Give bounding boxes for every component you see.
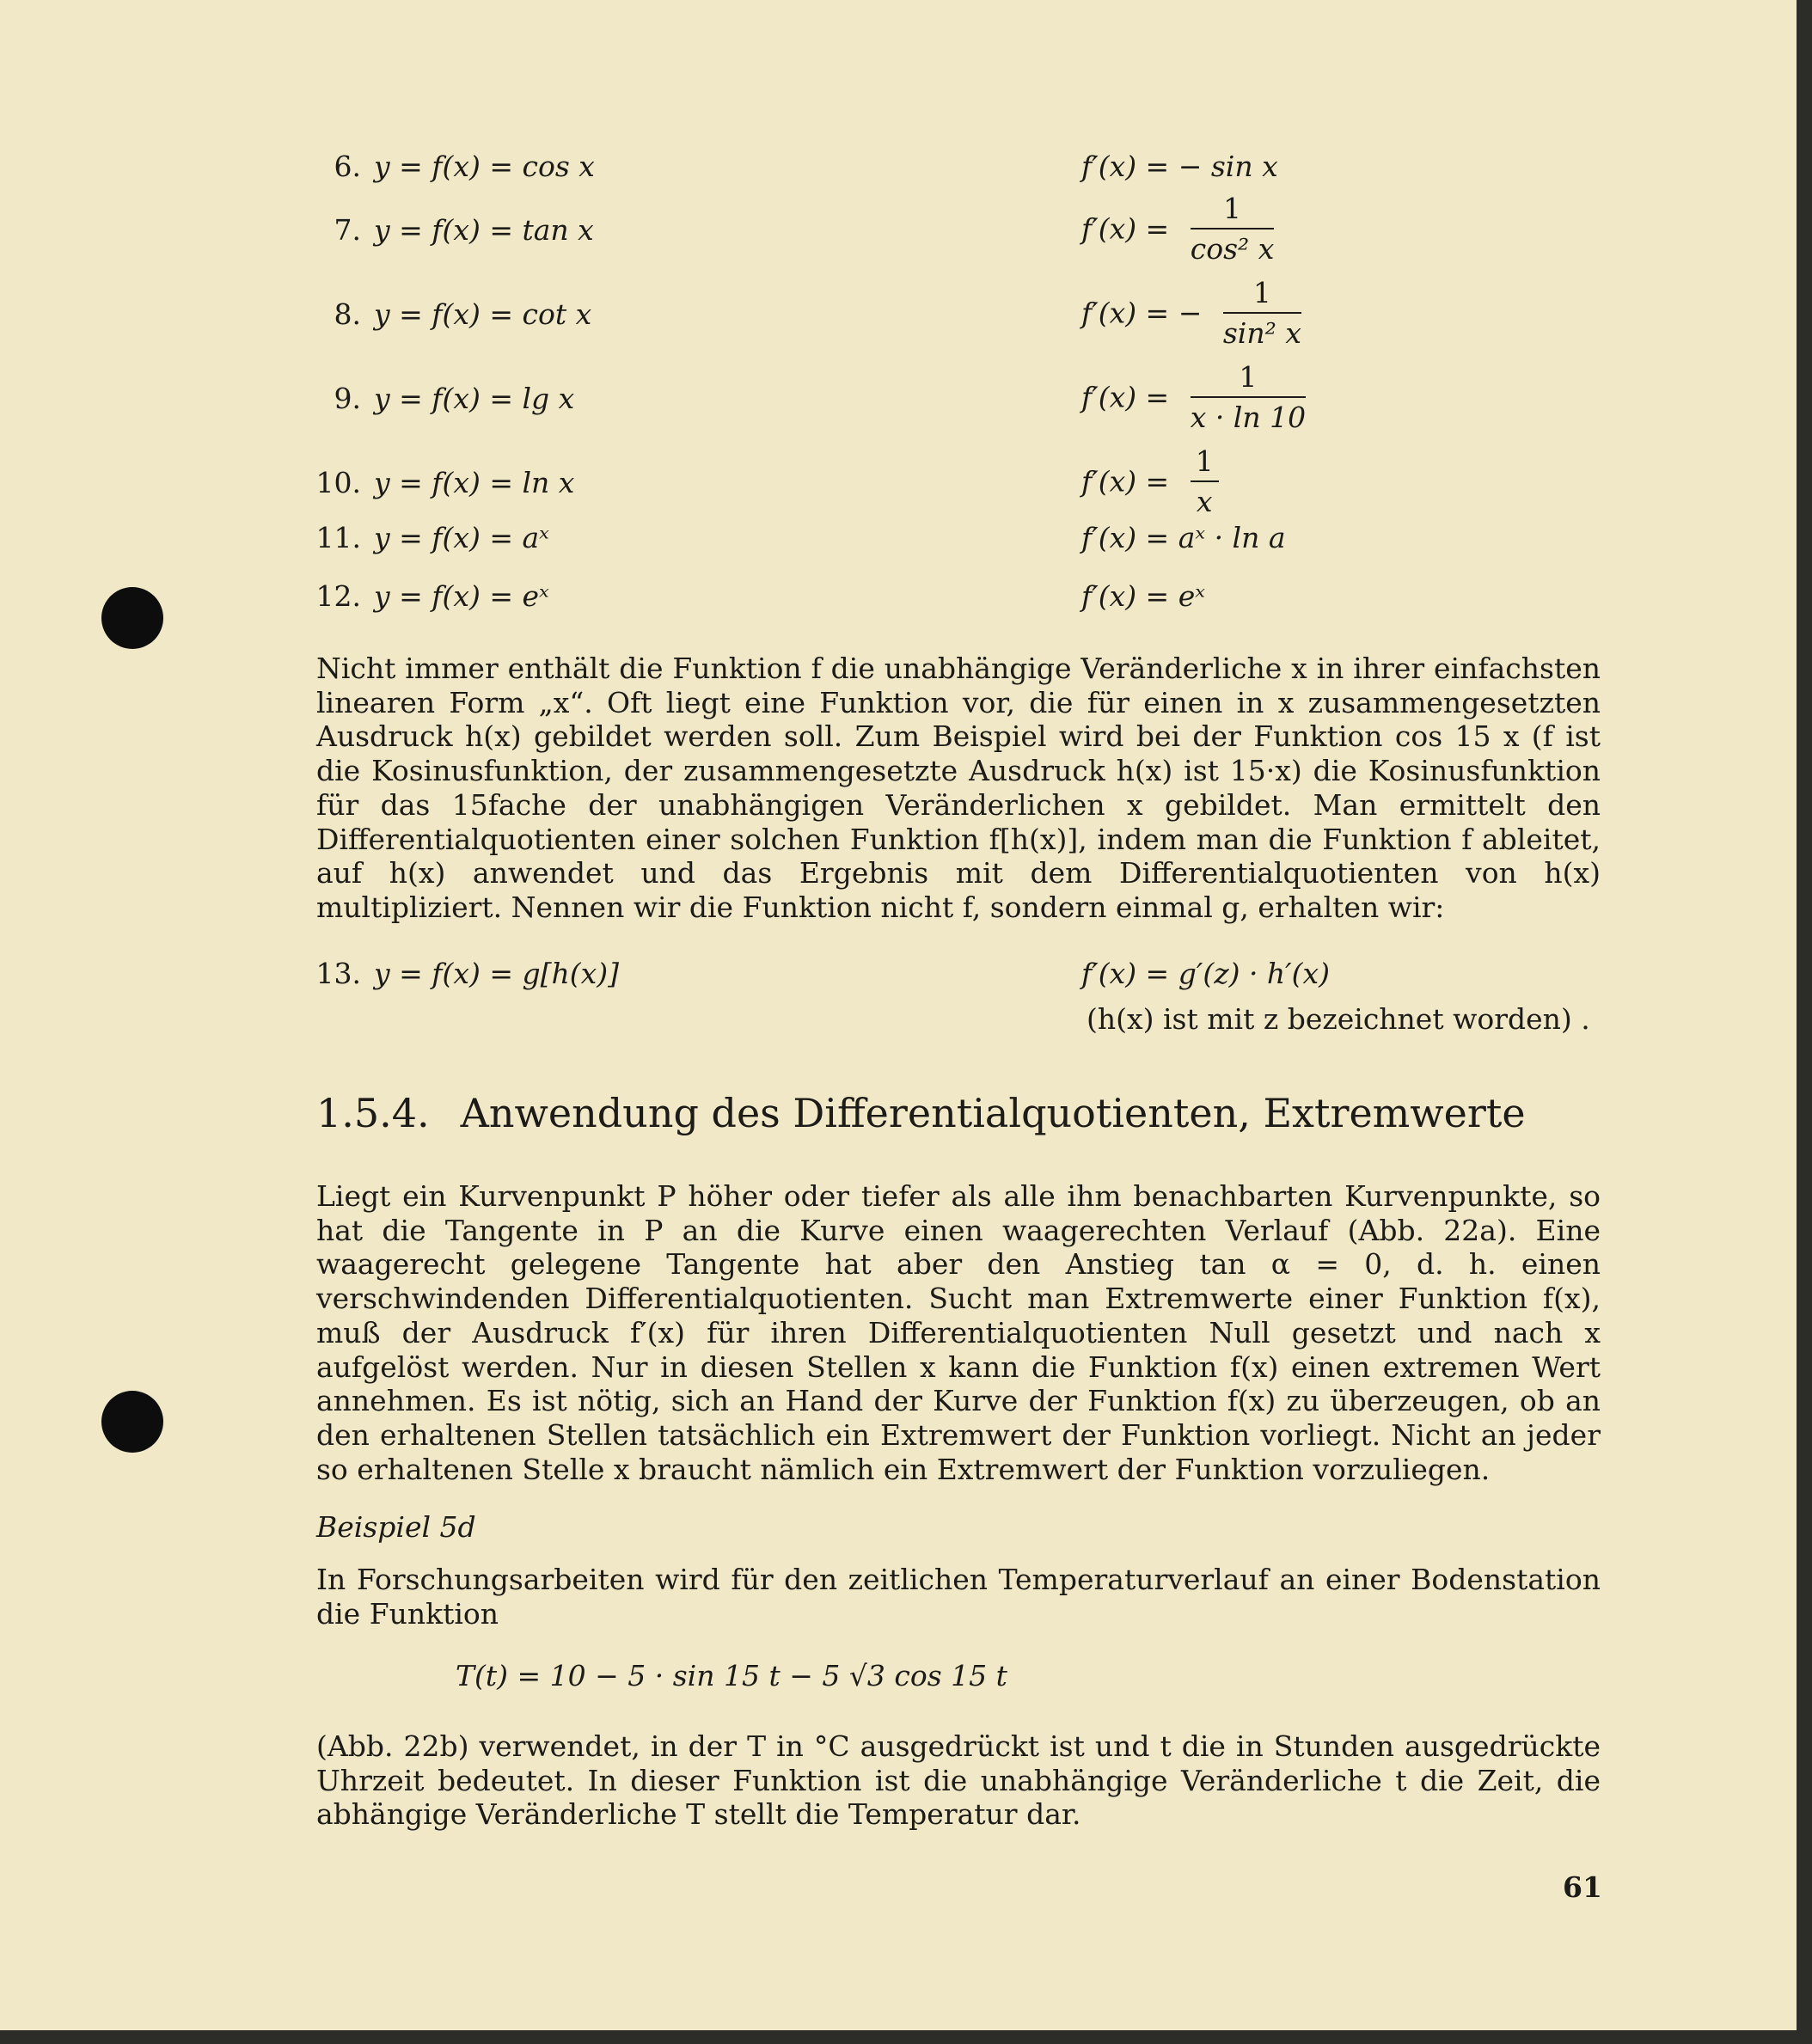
function-expression: y = f(x) = aˣ <box>374 521 549 554</box>
fraction: $\frac{1}{\text{sin² x}}$ <box>1222 276 1301 350</box>
derivative-expression: f′(x) = g′(z) · h′(x) <box>1081 957 1331 990</box>
function-expression: y = f(x) = tan x <box>374 213 594 247</box>
fraction: $\frac{1}{x}$ <box>1191 447 1219 516</box>
derivative-expression: f′(x) = − sin x <box>1081 150 1278 183</box>
rule-number: 13. <box>315 957 361 990</box>
section-number: 1.5.4. <box>316 1090 430 1136</box>
derivative-expression: f′(x) = eˣ <box>1081 579 1205 613</box>
derivative-expression: f′(x) = − $\frac{1}{\text{sin² x}}$ <box>1081 276 1301 350</box>
paragraph-example-explanation: (Abb. 22b) verwendet, in der T in °C ausgedrückt ist und t die in Stunden ausgedrückte Uhrzeit bedeutet. In dieser Funktion ist die unabhängige Veränderliche t die Zeit, die abhängige Veränderliche T stellt die Temperatur dar. <box>316 1729 1601 1832</box>
punch-hole <box>101 1391 163 1453</box>
fraction: $\frac{1}{\text{cos² x}}$ <box>1190 192 1275 266</box>
rule-13-note: (h(x) ist mit z bezeichnet worden) . <box>1087 1002 1590 1036</box>
derivative-expression: f′(x) = aˣ · ln a <box>1081 521 1286 554</box>
page-number: 61 <box>1563 1870 1602 1904</box>
paragraph-extrema: Liegt ein Kurvenpunkt P höher oder tiefer als alle ihm benachbarten Kurvenpunkte, so hat die Tangente in P an die Kurve einen waagerechten Verlauf (Abb. 22a). Eine waagerecht gelegene Tangente hat aber den Anstieg tan α = 0, d. h. einen verschwindenden Differentialquotienten. Sucht man Extremwerte einer Funktion f(x), muß der Ausdruck f′(x) für ihren Differentialquotienten Null gesetzt und nach x aufgelöst werden. Nur in diesen Stellen x kann die Funktion f(x) einen extremen Wert annehmen. Es ist nötig, sich an Hand der Kurve der Funktion f(x) zu überzeugen, ob an den erhaltenen Stellen tatsächlich ein Extremwert der Funktion vorliegt. Nicht an jeder so erhaltenen Stelle x braucht nämlich ein Extremwert der Funktion vorzuliegen. <box>316 1179 1601 1486</box>
paragraph-example-intro: In Forschungsarbeiten wird für den zeitlichen Temperaturverlauf an einer Bodenstation die Funktion <box>316 1563 1601 1631</box>
derivative-expression: f′(x) = $\frac{1}{x \cdot \ln 10}$ <box>1081 360 1307 434</box>
rule-number: 8. <box>334 297 361 331</box>
derivative-expression: f′(x) = $\frac{1}{x}$ <box>1081 447 1219 516</box>
example-title: Beispiel 5d <box>316 1510 476 1544</box>
derivative-expression: f′(x) = $\frac{1}{\text{cos² x}}$ <box>1081 192 1275 266</box>
rule-number: 10. <box>315 466 361 499</box>
paragraph-chain-rule: Nicht immer enthält die Funktion f die unabhängige Veränderliche x in ihrer einfachsten linearen Form „x“. Oft liegt eine Funktion vor, die für einen in x zusammengesetzten Ausdruck h(x) gebildet werden soll. Zum Beispiel wird bei der Funktion cos 15 x (f ist die Kosinusfunktion, der zusammengesetzte Ausdruck h(x) ist 15·x) die Kosinusfunktion für das 15fache der unabhängigen Veränderlichen x gebildet. Man ermittelt den Differentialquotienten einer solchen Funktion f[h(x)], indem man die Funktion f ableitet, auf h(x) anwendet und das Ergebnis mit dem Differentialquotienten von h(x) multipliziert. Nennen wir die Funktion nicht f, sondern einmal g, erhalten wir: <box>316 652 1601 924</box>
function-expression: y = f(x) = g[h(x)] <box>374 957 619 990</box>
punch-hole <box>101 587 163 649</box>
rule-number: 6. <box>334 150 361 183</box>
fraction: $\frac{1}{x \cdot \ln 10}$ <box>1190 360 1307 434</box>
function-expression: y = f(x) = eˣ <box>374 579 549 613</box>
rule-number: 7. <box>334 213 361 247</box>
temperature-formula: T(t) = 10 − 5 · sin 15 t − 5 √3 cos 15 t <box>456 1659 1007 1692</box>
function-expression: y = f(x) = cos x <box>374 150 595 183</box>
rule-number: 12. <box>315 579 361 613</box>
rule-number: 9. <box>334 382 361 415</box>
section-heading <box>316 1090 1526 1136</box>
function-expression: y = f(x) = ln x <box>374 466 575 499</box>
rule-number: 11. <box>315 521 361 554</box>
section-title: Anwendung des Differentialquotienten, Extremwerte <box>460 1090 1526 1136</box>
function-expression: y = f(x) = lg x <box>374 382 575 415</box>
function-expression: y = f(x) = cot x <box>374 297 592 331</box>
